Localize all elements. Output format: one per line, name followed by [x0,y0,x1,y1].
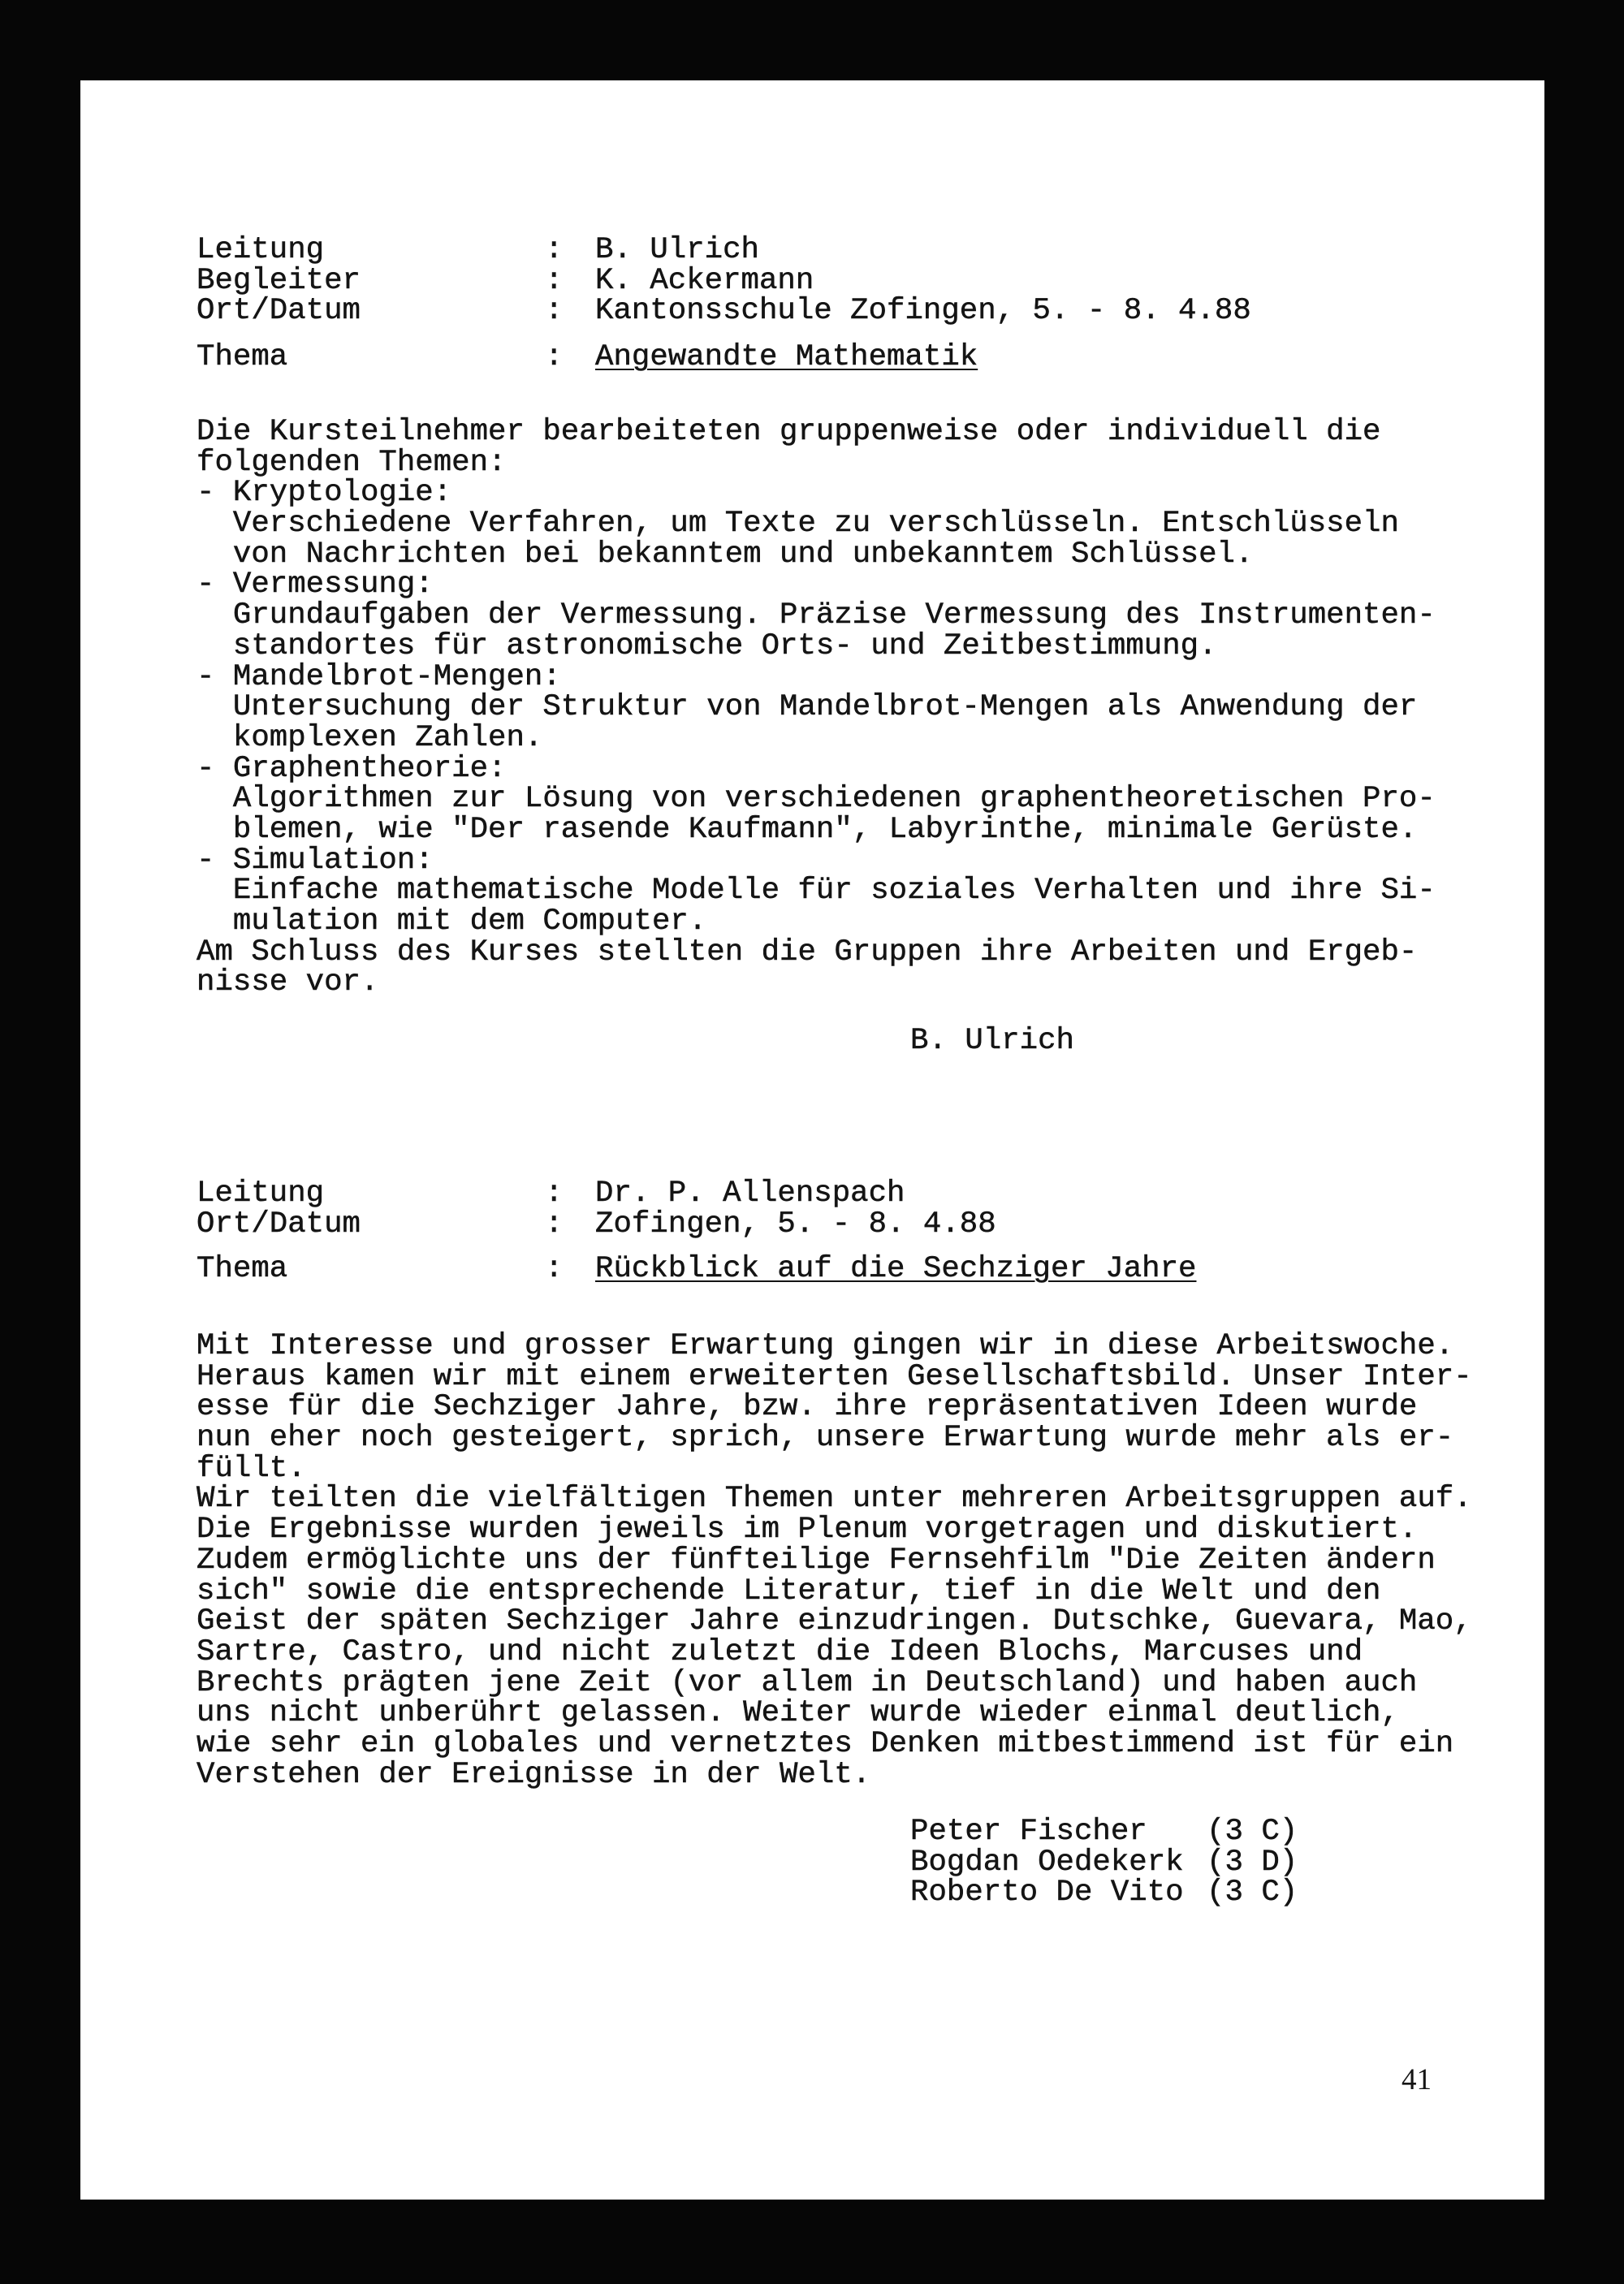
course-1-thema [197,340,1415,374]
topic-mandelbrot-mengen [197,659,1436,755]
topic-line: Verschiedene Verfahren, um Texte zu verschlüsseln. Entschlüsseln [232,507,1399,542]
signature-class: (3 C) [1207,1815,1298,1849]
signature-class: (3 C) [1207,1876,1298,1911]
signature-class: (3 D) [1207,1845,1298,1880]
signature-row [910,1878,1332,1909]
paragraph-line: esse für die Sechziger Jahre, bzw. ihre repräsentativen Ideen wurde [197,1390,1418,1425]
paragraph-line: Wir teilten die vielfältigen Themen unter mehreren Arbeitsgruppen auf. [197,1482,1472,1517]
topic-kryptologie [197,478,1436,570]
course-2-body [197,1329,1472,1792]
topic-line: Einfache mathematische Modelle für soziales Verhalten und ihre Si- [232,874,1436,909]
topic-line: Grundaufgaben der Vermessung. Präzise Vermessung des Instrumenten- [232,598,1436,633]
meta-label: Ort/Datum [197,294,361,329]
signature-row [910,1817,1332,1848]
topic-line: mulation mit dem Computer. [232,905,707,939]
topic-simulation [197,843,1436,939]
course-2-header [197,1179,1415,1240]
thema-title: Rückblick auf die Sechziger Jahre [595,1252,1197,1286]
thema-title: Angewandte Mathematik [595,340,978,374]
paragraph-line: Mit Interesse und grosser Erwartung gingen wir in diese Arbeitswoche. [197,1329,1454,1363]
paragraph-line: füllt. [197,1451,306,1486]
paragraph-line: nun eher noch gesteigert, sprich, unsere Erwartung wurde mehr als er- [197,1421,1454,1456]
paragraph-line: Brechts prägten jene Zeit (vor allem in Deutschland) und haben auch [197,1665,1418,1700]
meta-row-thema [197,340,1415,374]
meta-label: Leitung [197,1177,325,1211]
topic-title: - Simulation: [197,843,434,878]
meta-label: Ort/Datum [197,1207,361,1241]
meta-value: Kantonsschule Zofingen, 5. - 8. 4.88 [595,294,1251,329]
meta-separator: : [545,1177,564,1211]
topic-line: von Nachrichten bei bekanntem und unbekanntem Schlüssel. [232,537,1254,572]
topic-line: blemen, wie "Der rasende Kaufmann", Labyrinthe, minimale Gerüste. [232,812,1418,847]
course-1-signature [910,1026,1074,1057]
intro-line: folgenden Themen: [197,445,507,480]
topic-title: - Kryptologie: [197,476,452,511]
signature-name: Bogdan Oedekerk [910,1845,1184,1880]
meta-value: B. Ulrich [595,233,759,267]
signature-row [910,1845,1332,1880]
paragraph-line: Heraus kamen wir mit einem erweiterten Gesellschaftsbild. Unser Inter- [197,1359,1472,1394]
meta-row-ort-datum [197,1207,1415,1241]
meta-value: Zofingen, 5. - 8. 4.88 [595,1207,996,1241]
page-number: 41 [1402,2063,1432,2096]
topic-title: - Vermessung: [197,568,434,602]
topic-title: - Mandelbrot-Mengen: [197,659,561,694]
paragraph-line: Geist der späten Sechziger Jahre einzudringen. Dutschke, Guevara, Mao, [197,1604,1472,1639]
paragraph [197,1484,1472,1790]
document-page [80,80,1544,2200]
topic-line: komplexen Zahlen. [232,720,543,755]
signature-name: Roberto De Vito [910,1876,1184,1911]
closing-line: nisse vor. [197,965,379,1000]
thema-label: Thema [197,340,288,374]
course-1-header [197,235,1415,327]
meta-value: Dr. P. Allenspach [595,1177,905,1211]
topic-title: - Graphentheorie: [197,751,507,786]
paragraph-line: wie sehr ein globales und vernetztes Denken mitbestimmend ist für ein [197,1726,1454,1761]
course-2-thema [197,1254,1415,1285]
paragraph-line: Die Ergebnisse wurden jeweils im Plenum vorgetragen und diskutiert. [197,1513,1418,1548]
paragraph-line: Sartre, Castro, und nicht zuletzt die Ideen Blochs, Marcuses und [197,1634,1363,1669]
topic-line: Algorithmen zur Lösung von verschiedenen graphentheoretischen Pro- [232,782,1436,817]
meta-separator: : [545,233,564,267]
meta-row-ort-datum [197,296,1415,327]
course-1-body [197,417,1436,999]
meta-label: Begleiter [197,263,361,298]
meta-separator: : [545,263,564,298]
meta-separator: : [545,1207,564,1241]
signature-name: B. Ulrich [910,1024,1074,1058]
thema-label: Thema [197,1252,288,1286]
paragraph-line: uns nicht unberührt gelassen. Weiter wurde wieder einmal deutlich, [197,1696,1399,1731]
closing-line: Am Schluss des Kurses stellten die Gruppen ihre Arbeiten und Ergeb- [197,935,1418,969]
paragraph [197,1329,1472,1486]
meta-row-begleiter [197,263,1415,298]
meta-row-leitung [197,1179,1415,1210]
topic-vermessung [197,570,1436,662]
course-2-signatures [910,1817,1332,1909]
meta-row-leitung [197,235,1415,266]
signature-name: Peter Fischer [910,1815,1147,1849]
paragraph-line: sich" sowie die entsprechende Literatur, tief in die Welt und den [197,1574,1381,1608]
topic-line: standortes für astronomische Orts- und Zeitbestimmung. [232,628,1217,663]
paragraph-line: Verstehen der Ereignisse in der Welt. [197,1757,871,1792]
meta-separator: : [545,1252,564,1286]
paragraph-line: Zudem ermöglichte uns der fünfteilige Fernsehfilm "Die Zeiten ändern [197,1543,1436,1578]
intro-line: Die Kursteilnehmer bearbeiteten gruppenweise oder individuell die [197,415,1381,449]
meta-separator: : [545,340,564,374]
meta-row-thema [197,1254,1415,1285]
topic-graphentheorie [197,751,1436,847]
meta-separator: : [545,294,564,329]
meta-value: K. Ackermann [595,263,814,298]
meta-label: Leitung [197,233,325,267]
topic-line: Untersuchung der Struktur von Mandelbrot-Mengen als Anwendung der [232,690,1418,725]
